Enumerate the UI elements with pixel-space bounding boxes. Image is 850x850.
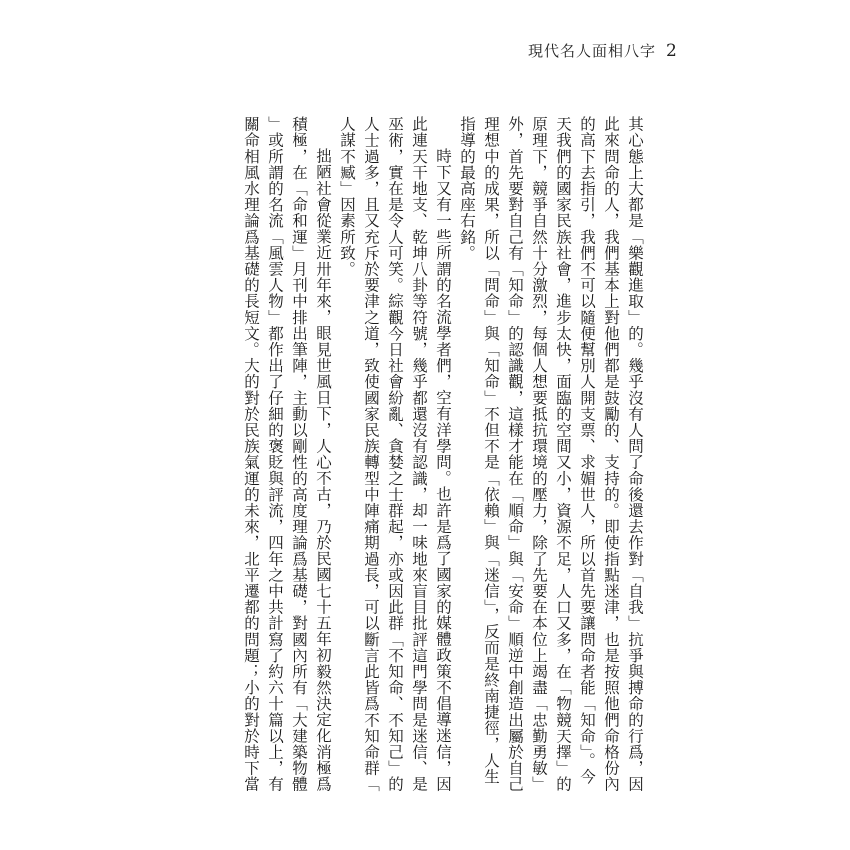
running-head bbox=[528, 40, 678, 61]
paragraph-start-line: 時下又有一些所謂的名流學者們，空有洋學問。也許是爲了國家的媒體政策不倡導迷信，因 bbox=[434, 148, 452, 792]
text-line: 此連天干地支、乾坤八卦等符號，幾乎都還沒有認識，却一味地來盲目批評這門學問是迷信、是 bbox=[410, 116, 428, 793]
text-line: 的高下去指引，我們不可以隨便幫別人開支票、求媚世人，所以首先要讓問命者能「知命」。今 bbox=[578, 116, 596, 785]
text-line: 積極，在「命和運」月刊中排出筆陣，主動以剛性的高度理論爲基礎，對國內所有「大建築物體 bbox=[290, 116, 308, 793]
text-line: 人士過多，且又充斥於要津之道，致使國家民族轉型中陣痛期過長，可以斷言此皆爲不知命群「 bbox=[362, 116, 380, 793]
text-line: 外，首先要對自己有「知命」的認識觀，這樣才能在「順命」與「安命」順逆中創造出屬於自己 bbox=[506, 116, 524, 793]
text-line: 巫術，實在是令人可笑。綜觀今日社會紛亂、貪婪之士群起，亦或因此群「不知命、不知己」的 bbox=[386, 116, 404, 793]
text-line: 指導的最高座右銘。 bbox=[458, 116, 476, 261]
text-line: 此來問命的人，我們基本上對他們都是鼓勵的、支持的。即使指點迷津，也是按照他們命格份內 bbox=[602, 116, 620, 793]
text-line: 」或所謂的名流「風雲人物」都作出了仔細的褒貶與評流，四年之中共計寫了約六十篇以上，有 bbox=[266, 116, 284, 793]
body-text bbox=[239, 116, 647, 793]
text-line: 天我們的國家民族社會，進步太快，面臨的空間又小，資源不足，人口又多，在「物競天擇」的 bbox=[554, 116, 572, 793]
text-line: 人謀不臧」因素所致。 bbox=[338, 116, 356, 277]
text-line: 原理下，競爭自然十分激烈，每個人想要抵抗環境的壓力，除了先要在本位上竭盡「忠勤勇敏」 bbox=[530, 116, 548, 793]
text-line: 理想中的成果，所以「問命」與「知命」不但不是「依賴」與「迷信」，反而是終南捷徑，人生 bbox=[482, 116, 500, 785]
text-line: 其心態上大都是「樂觀進取」的。幾乎沒有人問了命後還去作對「自我」抗爭與搏命的行爲，因 bbox=[626, 116, 644, 793]
book-title: 現代名人面相八字 bbox=[528, 42, 657, 60]
paragraph-start-line: 拙陋社會從業近卅年來，眼見世風日下，人心不古，乃於民國七十五年初毅然決定化消極爲 bbox=[314, 148, 332, 792]
page-number: 2 bbox=[666, 41, 678, 61]
text-line: 關命相風水理論爲基礎的長短文。大的對於民族氣運的未來，北平遷都的問題；小的對於時下當 bbox=[242, 116, 260, 793]
